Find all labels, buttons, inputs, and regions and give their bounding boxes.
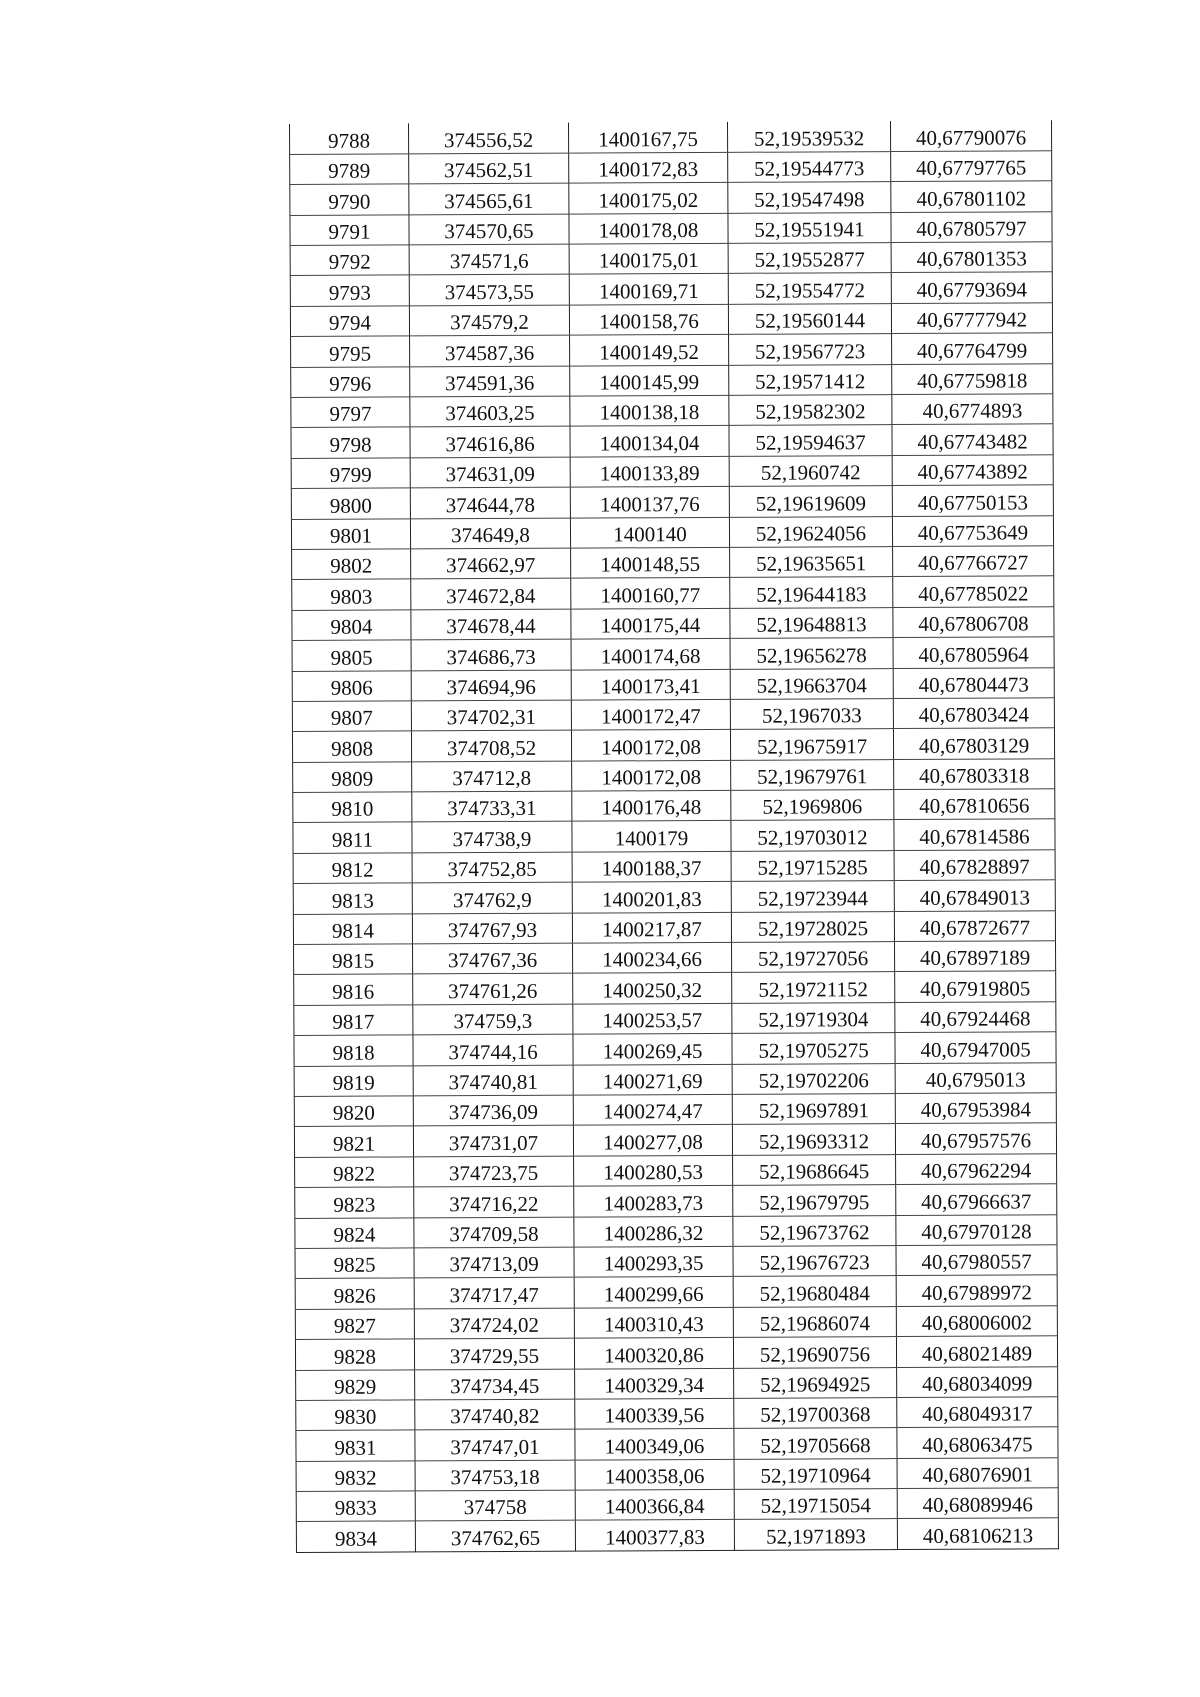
point-number-cell: 9804 xyxy=(292,610,411,641)
y-coordinate-cell: 1400167,75 xyxy=(568,122,727,153)
y-coordinate-cell: 1400169,71 xyxy=(569,274,728,305)
latitude-cell: 52,19554772 xyxy=(728,273,891,304)
point-number-cell: 9788 xyxy=(290,123,409,154)
y-coordinate-cell: 1400253,57 xyxy=(573,1003,732,1034)
point-number-cell: 9799 xyxy=(291,458,410,489)
x-coordinate-cell: 374762,65 xyxy=(415,1521,575,1552)
x-coordinate-cell: 374631,09 xyxy=(410,457,570,488)
table-row xyxy=(291,363,1053,397)
x-coordinate-cell: 374723,75 xyxy=(414,1156,574,1187)
table-row xyxy=(290,151,1052,185)
x-coordinate-cell: 374662,97 xyxy=(411,548,571,579)
table-row xyxy=(293,910,1055,944)
longitude-cell: 40,67743892 xyxy=(892,455,1053,486)
x-coordinate-cell: 374758 xyxy=(415,1490,575,1521)
x-coordinate-cell: 374733,31 xyxy=(412,791,572,822)
y-coordinate-cell: 1400160,77 xyxy=(571,578,730,609)
x-coordinate-cell: 374738,9 xyxy=(412,822,572,853)
y-coordinate-cell: 1400140 xyxy=(570,517,729,548)
latitude-cell: 52,19675917 xyxy=(730,729,893,760)
point-number-cell: 9792 xyxy=(290,245,409,276)
y-coordinate-cell: 1400310,43 xyxy=(574,1307,733,1338)
point-number-cell: 9832 xyxy=(296,1461,415,1492)
point-number-cell: 9808 xyxy=(292,731,411,762)
y-coordinate-cell: 1400137,76 xyxy=(570,487,729,518)
y-coordinate-cell: 1400178,08 xyxy=(569,213,728,244)
y-coordinate-cell: 1400329,34 xyxy=(575,1368,734,1399)
y-coordinate-cell: 1400175,44 xyxy=(571,608,730,639)
latitude-cell: 52,19728025 xyxy=(731,911,894,942)
longitude-cell: 40,6774893 xyxy=(892,394,1053,425)
longitude-cell: 40,68021489 xyxy=(896,1336,1057,1367)
y-coordinate-cell: 1400188,37 xyxy=(572,851,731,882)
y-coordinate-cell: 1400277,08 xyxy=(573,1125,732,1156)
x-coordinate-cell: 374767,93 xyxy=(412,913,572,944)
longitude-cell: 40,67804473 xyxy=(893,667,1054,698)
longitude-cell: 40,67924468 xyxy=(895,1002,1056,1033)
x-coordinate-cell: 374747,01 xyxy=(415,1429,575,1460)
latitude-cell: 52,19551941 xyxy=(728,212,891,243)
point-number-cell: 9828 xyxy=(295,1339,414,1370)
table-row xyxy=(294,1123,1056,1157)
latitude-cell: 52,19635651 xyxy=(730,547,893,578)
longitude-cell: 40,67810656 xyxy=(894,789,1055,820)
point-number-cell: 9823 xyxy=(295,1187,414,1218)
y-coordinate-cell: 1400201,83 xyxy=(572,882,731,913)
longitude-cell: 40,67849013 xyxy=(894,880,1055,911)
table-row xyxy=(294,1062,1056,1096)
latitude-cell: 52,19697891 xyxy=(732,1094,895,1125)
table-row xyxy=(295,1184,1057,1218)
x-coordinate-cell: 374579,2 xyxy=(409,305,569,336)
latitude-cell: 52,1969806 xyxy=(731,790,894,821)
latitude-cell: 52,19648813 xyxy=(730,607,893,638)
x-coordinate-cell: 374565,61 xyxy=(409,183,569,214)
latitude-cell: 52,19679761 xyxy=(731,759,894,790)
point-number-cell: 9809 xyxy=(293,762,412,793)
longitude-cell: 40,67750153 xyxy=(892,485,1053,516)
x-coordinate-cell: 374649,8 xyxy=(410,518,570,549)
latitude-cell: 52,19663704 xyxy=(730,668,893,699)
x-coordinate-cell: 374712,8 xyxy=(412,761,572,792)
y-coordinate-cell: 1400172,08 xyxy=(571,730,730,761)
latitude-cell: 52,19624056 xyxy=(729,516,892,547)
table-row xyxy=(296,1457,1058,1491)
latitude-cell: 52,19619609 xyxy=(729,486,892,517)
y-coordinate-cell: 1400286,32 xyxy=(574,1216,733,1247)
latitude-cell: 52,19552877 xyxy=(728,243,891,274)
y-coordinate-cell: 1400176,48 xyxy=(572,790,731,821)
longitude-cell: 40,68049317 xyxy=(897,1397,1058,1428)
y-coordinate-cell: 1400138,18 xyxy=(570,395,729,426)
table-row xyxy=(292,576,1054,610)
point-number-cell: 9822 xyxy=(295,1157,414,1188)
latitude-cell: 52,19567723 xyxy=(729,334,892,365)
y-coordinate-cell: 1400175,02 xyxy=(569,183,728,214)
latitude-cell: 52,19700368 xyxy=(734,1397,897,1428)
y-coordinate-cell: 1400158,76 xyxy=(569,304,728,335)
longitude-cell: 40,67743482 xyxy=(892,424,1053,455)
latitude-cell: 52,19693312 xyxy=(732,1124,895,1155)
x-coordinate-cell: 374616,86 xyxy=(410,427,570,458)
point-number-cell: 9800 xyxy=(291,488,410,519)
table-row xyxy=(295,1154,1057,1188)
x-coordinate-cell: 374762,9 xyxy=(412,882,572,913)
latitude-cell: 52,19582302 xyxy=(729,395,892,426)
y-coordinate-cell: 1400283,73 xyxy=(574,1186,733,1217)
longitude-cell: 40,68063475 xyxy=(897,1427,1058,1458)
table-row xyxy=(291,485,1053,519)
table-row xyxy=(292,728,1054,762)
longitude-cell: 40,6795013 xyxy=(895,1062,1056,1093)
point-number-cell: 9815 xyxy=(294,944,413,975)
latitude-cell: 52,19719304 xyxy=(732,1002,895,1033)
y-coordinate-cell: 1400293,35 xyxy=(574,1246,733,1277)
longitude-cell: 40,67777942 xyxy=(891,303,1052,334)
x-coordinate-cell: 374729,55 xyxy=(414,1338,574,1369)
x-coordinate-cell: 374744,16 xyxy=(413,1034,573,1065)
table-row xyxy=(294,1093,1056,1127)
x-coordinate-cell: 374731,07 xyxy=(413,1126,573,1157)
point-number-cell: 9814 xyxy=(293,914,412,945)
table-row xyxy=(290,272,1052,306)
x-coordinate-cell: 374736,09 xyxy=(413,1095,573,1126)
longitude-cell: 40,67801353 xyxy=(891,242,1052,273)
y-coordinate-cell: 1400133,89 xyxy=(570,456,729,487)
y-coordinate-cell: 1400274,47 xyxy=(573,1094,732,1125)
table-row xyxy=(291,424,1053,458)
latitude-cell: 52,19705275 xyxy=(732,1033,895,1064)
point-number-cell: 9824 xyxy=(295,1217,414,1248)
x-coordinate-cell: 374713,09 xyxy=(414,1247,574,1278)
table-row xyxy=(292,667,1054,701)
point-number-cell: 9801 xyxy=(291,518,410,549)
table-row xyxy=(294,1002,1056,1036)
point-number-cell: 9797 xyxy=(291,397,410,428)
x-coordinate-cell: 374603,25 xyxy=(410,396,570,427)
x-coordinate-cell: 374767,36 xyxy=(413,943,573,974)
x-coordinate-cell: 374571,6 xyxy=(409,244,569,275)
x-coordinate-cell: 374734,45 xyxy=(415,1369,575,1400)
latitude-cell: 52,19679795 xyxy=(733,1185,896,1216)
y-coordinate-cell: 1400149,52 xyxy=(570,335,729,366)
longitude-cell: 40,67970128 xyxy=(896,1214,1057,1245)
point-number-cell: 9794 xyxy=(290,306,409,337)
point-number-cell: 9803 xyxy=(292,579,411,610)
latitude-cell: 52,19723944 xyxy=(731,881,894,912)
x-coordinate-cell: 374672,84 xyxy=(411,578,571,609)
latitude-cell: 52,19680484 xyxy=(733,1276,896,1307)
table-row xyxy=(291,394,1053,428)
coordinates-table xyxy=(289,120,1059,1553)
longitude-cell: 40,67753649 xyxy=(892,515,1053,546)
longitude-cell: 40,67793694 xyxy=(891,272,1052,303)
point-number-cell: 9813 xyxy=(293,883,412,914)
latitude-cell: 52,19727056 xyxy=(732,942,895,973)
x-coordinate-cell: 374717,47 xyxy=(414,1277,574,1308)
table-row xyxy=(293,880,1055,914)
y-coordinate-cell: 1400349,06 xyxy=(575,1429,734,1460)
longitude-cell: 40,67953984 xyxy=(895,1093,1056,1124)
point-number-cell: 9807 xyxy=(292,701,411,732)
table-row xyxy=(295,1245,1057,1279)
y-coordinate-cell: 1400172,08 xyxy=(572,760,731,791)
x-coordinate-cell: 374556,52 xyxy=(408,123,568,154)
point-number-cell: 9833 xyxy=(296,1491,415,1522)
latitude-cell: 52,19703012 xyxy=(731,820,894,851)
latitude-cell: 52,19705668 xyxy=(734,1428,897,1459)
table-row xyxy=(294,1032,1056,1066)
longitude-cell: 40,67805797 xyxy=(891,211,1052,242)
table-row xyxy=(291,333,1053,367)
x-coordinate-cell: 374724,02 xyxy=(414,1308,574,1339)
y-coordinate-cell: 1400145,99 xyxy=(570,365,729,396)
point-number-cell: 9825 xyxy=(295,1248,414,1279)
longitude-cell: 40,68076901 xyxy=(897,1457,1058,1488)
table-row xyxy=(296,1488,1058,1522)
longitude-cell: 40,68106213 xyxy=(897,1518,1058,1549)
x-coordinate-cell: 374591,36 xyxy=(410,366,570,397)
latitude-cell: 52,19721152 xyxy=(732,972,895,1003)
x-coordinate-cell: 374740,82 xyxy=(415,1399,575,1430)
table-row xyxy=(295,1336,1057,1370)
table-row xyxy=(292,637,1054,671)
point-number-cell: 9819 xyxy=(294,1066,413,1097)
longitude-cell: 40,67803318 xyxy=(894,758,1055,789)
coordinates-table-body xyxy=(290,120,1059,1552)
y-coordinate-cell: 1400172,83 xyxy=(569,152,728,183)
point-number-cell: 9805 xyxy=(292,640,411,671)
point-number-cell: 9795 xyxy=(291,336,410,367)
longitude-cell: 40,67828897 xyxy=(894,850,1055,881)
longitude-cell: 40,67814586 xyxy=(894,819,1055,850)
x-coordinate-cell: 374644,78 xyxy=(410,487,570,518)
x-coordinate-cell: 374587,36 xyxy=(410,335,570,366)
x-coordinate-cell: 374678,44 xyxy=(411,609,571,640)
point-number-cell: 9827 xyxy=(295,1309,414,1340)
table-row xyxy=(292,546,1054,580)
y-coordinate-cell: 1400148,55 xyxy=(571,547,730,578)
point-number-cell: 9790 xyxy=(290,184,409,215)
longitude-cell: 40,67989972 xyxy=(896,1275,1057,1306)
y-coordinate-cell: 1400173,41 xyxy=(571,669,730,700)
point-number-cell: 9791 xyxy=(290,215,409,246)
latitude-cell: 52,19673762 xyxy=(733,1215,896,1246)
latitude-cell: 52,19686645 xyxy=(733,1154,896,1185)
x-coordinate-cell: 374761,26 xyxy=(413,974,573,1005)
latitude-cell: 52,19702206 xyxy=(732,1063,895,1094)
x-coordinate-cell: 374753,18 xyxy=(415,1460,575,1491)
point-number-cell: 9802 xyxy=(292,549,411,580)
table-row xyxy=(290,211,1052,245)
latitude-cell: 52,19676723 xyxy=(733,1246,896,1277)
latitude-cell: 52,19715054 xyxy=(734,1489,897,1520)
longitude-cell: 40,67897189 xyxy=(895,941,1056,972)
table-row xyxy=(296,1366,1058,1400)
table-row xyxy=(296,1427,1058,1461)
longitude-cell: 40,67919805 xyxy=(895,971,1056,1002)
table-row xyxy=(295,1275,1057,1309)
longitude-cell: 40,67797765 xyxy=(891,151,1052,182)
x-coordinate-cell: 374709,58 xyxy=(414,1217,574,1248)
point-number-cell: 9806 xyxy=(292,670,411,701)
point-number-cell: 9831 xyxy=(296,1430,415,1461)
point-number-cell: 9816 xyxy=(294,974,413,1005)
y-coordinate-cell: 1400271,69 xyxy=(573,1064,732,1095)
latitude-cell: 52,1960742 xyxy=(729,455,892,486)
point-number-cell: 9829 xyxy=(296,1369,415,1400)
latitude-cell: 52,19715285 xyxy=(731,850,894,881)
y-coordinate-cell: 1400366,84 xyxy=(575,1489,734,1520)
x-coordinate-cell: 374752,85 xyxy=(412,852,572,883)
y-coordinate-cell: 1400280,53 xyxy=(574,1155,733,1186)
y-coordinate-cell: 1400174,68 xyxy=(571,638,730,669)
point-number-cell: 9818 xyxy=(294,1035,413,1066)
y-coordinate-cell: 1400179 xyxy=(572,821,731,852)
point-number-cell: 9812 xyxy=(293,853,412,884)
latitude-cell: 52,19547498 xyxy=(728,182,891,213)
x-coordinate-cell: 374702,31 xyxy=(411,700,571,731)
x-coordinate-cell: 374573,55 xyxy=(409,275,569,306)
table-row xyxy=(291,515,1053,549)
y-coordinate-cell: 1400234,66 xyxy=(573,942,732,973)
longitude-cell: 40,67803129 xyxy=(893,728,1054,759)
point-number-cell: 9798 xyxy=(291,427,410,458)
point-number-cell: 9821 xyxy=(294,1126,413,1157)
longitude-cell: 40,67764799 xyxy=(892,333,1053,364)
table-row xyxy=(293,758,1055,792)
point-number-cell: 9810 xyxy=(293,792,412,823)
table-row xyxy=(294,971,1056,1005)
point-number-cell: 9826 xyxy=(295,1278,414,1309)
longitude-cell: 40,67785022 xyxy=(893,576,1054,607)
table-row xyxy=(295,1214,1057,1248)
y-coordinate-cell: 1400299,66 xyxy=(574,1277,733,1308)
longitude-cell: 40,67806708 xyxy=(893,607,1054,638)
y-coordinate-cell: 1400320,86 xyxy=(574,1337,733,1368)
y-coordinate-cell: 1400175,01 xyxy=(569,243,728,274)
x-coordinate-cell: 374740,81 xyxy=(413,1065,573,1096)
table-row xyxy=(290,242,1052,276)
table-row xyxy=(296,1397,1058,1431)
point-number-cell: 9834 xyxy=(296,1521,415,1552)
x-coordinate-cell: 374708,52 xyxy=(411,730,571,761)
longitude-cell: 40,68089946 xyxy=(897,1488,1058,1519)
point-number-cell: 9796 xyxy=(291,367,410,398)
table-row xyxy=(293,819,1055,853)
latitude-cell: 52,1967033 xyxy=(730,698,893,729)
latitude-cell: 52,19656278 xyxy=(730,638,893,669)
longitude-cell: 40,67872677 xyxy=(894,910,1055,941)
y-coordinate-cell: 1400269,45 xyxy=(573,1034,732,1065)
x-coordinate-cell: 374562,51 xyxy=(409,153,569,184)
y-coordinate-cell: 1400358,06 xyxy=(575,1459,734,1490)
latitude-cell: 52,19544773 xyxy=(728,151,891,182)
latitude-cell: 52,19560144 xyxy=(728,303,891,334)
table-row xyxy=(292,607,1054,641)
table-row xyxy=(290,303,1052,337)
y-coordinate-cell: 1400134,04 xyxy=(570,426,729,457)
longitude-cell: 40,68006002 xyxy=(896,1305,1057,1336)
longitude-cell: 40,67801102 xyxy=(891,181,1052,212)
x-coordinate-cell: 374759,3 xyxy=(413,1004,573,1035)
table-row xyxy=(294,941,1056,975)
y-coordinate-cell: 1400172,47 xyxy=(571,699,730,730)
latitude-cell: 52,19644183 xyxy=(730,577,893,608)
latitude-cell: 52,19710964 xyxy=(734,1458,897,1489)
y-coordinate-cell: 1400250,32 xyxy=(573,973,732,1004)
y-coordinate-cell: 1400377,83 xyxy=(575,1520,734,1551)
table-row xyxy=(292,698,1054,732)
x-coordinate-cell: 374570,65 xyxy=(409,214,569,245)
table-row xyxy=(291,455,1053,489)
x-coordinate-cell: 374716,22 xyxy=(414,1186,574,1217)
longitude-cell: 40,67759818 xyxy=(892,363,1053,394)
longitude-cell: 40,67966637 xyxy=(896,1184,1057,1215)
latitude-cell: 52,19571412 xyxy=(729,364,892,395)
x-coordinate-cell: 374694,96 xyxy=(411,670,571,701)
longitude-cell: 40,67947005 xyxy=(895,1032,1056,1063)
latitude-cell: 52,19690756 xyxy=(733,1337,896,1368)
latitude-cell: 52,19686074 xyxy=(733,1306,896,1337)
latitude-cell: 52,1971893 xyxy=(734,1519,897,1550)
table-row xyxy=(296,1518,1058,1552)
latitude-cell: 52,19694925 xyxy=(734,1367,897,1398)
longitude-cell: 40,67803424 xyxy=(893,698,1054,729)
longitude-cell: 40,67980557 xyxy=(896,1245,1057,1276)
longitude-cell: 40,67957576 xyxy=(895,1123,1056,1154)
point-number-cell: 9793 xyxy=(290,275,409,306)
table-row xyxy=(290,120,1052,154)
x-coordinate-cell: 374686,73 xyxy=(411,639,571,670)
point-number-cell: 9817 xyxy=(294,1005,413,1036)
latitude-cell: 52,19539532 xyxy=(727,121,890,152)
longitude-cell: 40,67805964 xyxy=(893,637,1054,668)
point-number-cell: 9830 xyxy=(296,1400,415,1431)
point-number-cell: 9811 xyxy=(293,822,412,853)
longitude-cell: 40,68034099 xyxy=(897,1366,1058,1397)
table-row xyxy=(295,1305,1057,1339)
table-row xyxy=(293,850,1055,884)
longitude-cell: 40,67962294 xyxy=(896,1154,1057,1185)
longitude-cell: 40,67790076 xyxy=(890,120,1051,151)
y-coordinate-cell: 1400217,87 xyxy=(572,912,731,943)
point-number-cell: 9820 xyxy=(294,1096,413,1127)
y-coordinate-cell: 1400339,56 xyxy=(575,1398,734,1429)
point-number-cell: 9789 xyxy=(290,154,409,185)
longitude-cell: 40,67766727 xyxy=(893,546,1054,577)
table-row xyxy=(293,789,1055,823)
table-row xyxy=(290,181,1052,215)
latitude-cell: 52,19594637 xyxy=(729,425,892,456)
